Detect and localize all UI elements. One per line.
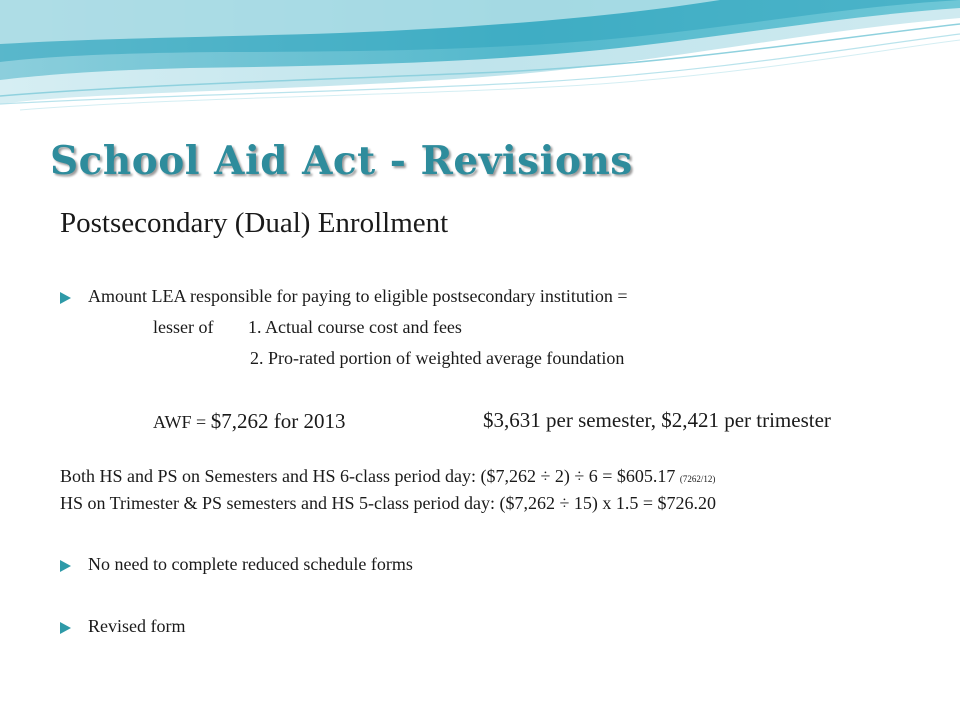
lesser-of-label: lesser of bbox=[153, 317, 214, 337]
bullet-revised-form: Revised form bbox=[88, 616, 186, 636]
bullet-arrow-icon bbox=[60, 622, 71, 634]
awf-value: $7,262 for 2013 bbox=[210, 409, 346, 433]
option-course-cost: 1. Actual course cost and fees bbox=[248, 317, 462, 337]
awf-line bbox=[153, 409, 345, 434]
bullet-arrow-icon bbox=[60, 292, 71, 304]
bullet-lea-amount: Amount LEA responsible for paying to eligible postsecondary institution = bbox=[88, 286, 628, 306]
calc-trimester: HS on Trimester & PS semesters and HS 5-class period day: ($7,262 ÷ 15) x 1.5 = $726.20 bbox=[60, 493, 716, 513]
slide-subtitle: Postsecondary (Dual) Enrollment bbox=[60, 207, 449, 239]
option-prorated-foundation: 2. Pro-rated portion of weighted average foundation bbox=[250, 348, 625, 368]
calc-semesters-note: (7262/12) bbox=[679, 474, 716, 484]
slide-title: School Aid Act - Revisions bbox=[50, 138, 633, 184]
calc-semesters bbox=[60, 466, 715, 487]
header-wave-decoration bbox=[0, 0, 960, 140]
bullet-no-reduced-schedule: No need to complete reduced schedule forms bbox=[88, 554, 413, 574]
calc-semesters-text: Both HS and PS on Semesters and HS 6-class period day: ($7,262 ÷ 2) ÷ 6 = $605.17 bbox=[60, 466, 676, 486]
bullet-arrow-icon bbox=[60, 560, 71, 572]
awf-semester-trimester: $3,631 per semester, $2,421 per trimester bbox=[483, 408, 831, 432]
awf-prefix: AWF = bbox=[153, 412, 211, 432]
